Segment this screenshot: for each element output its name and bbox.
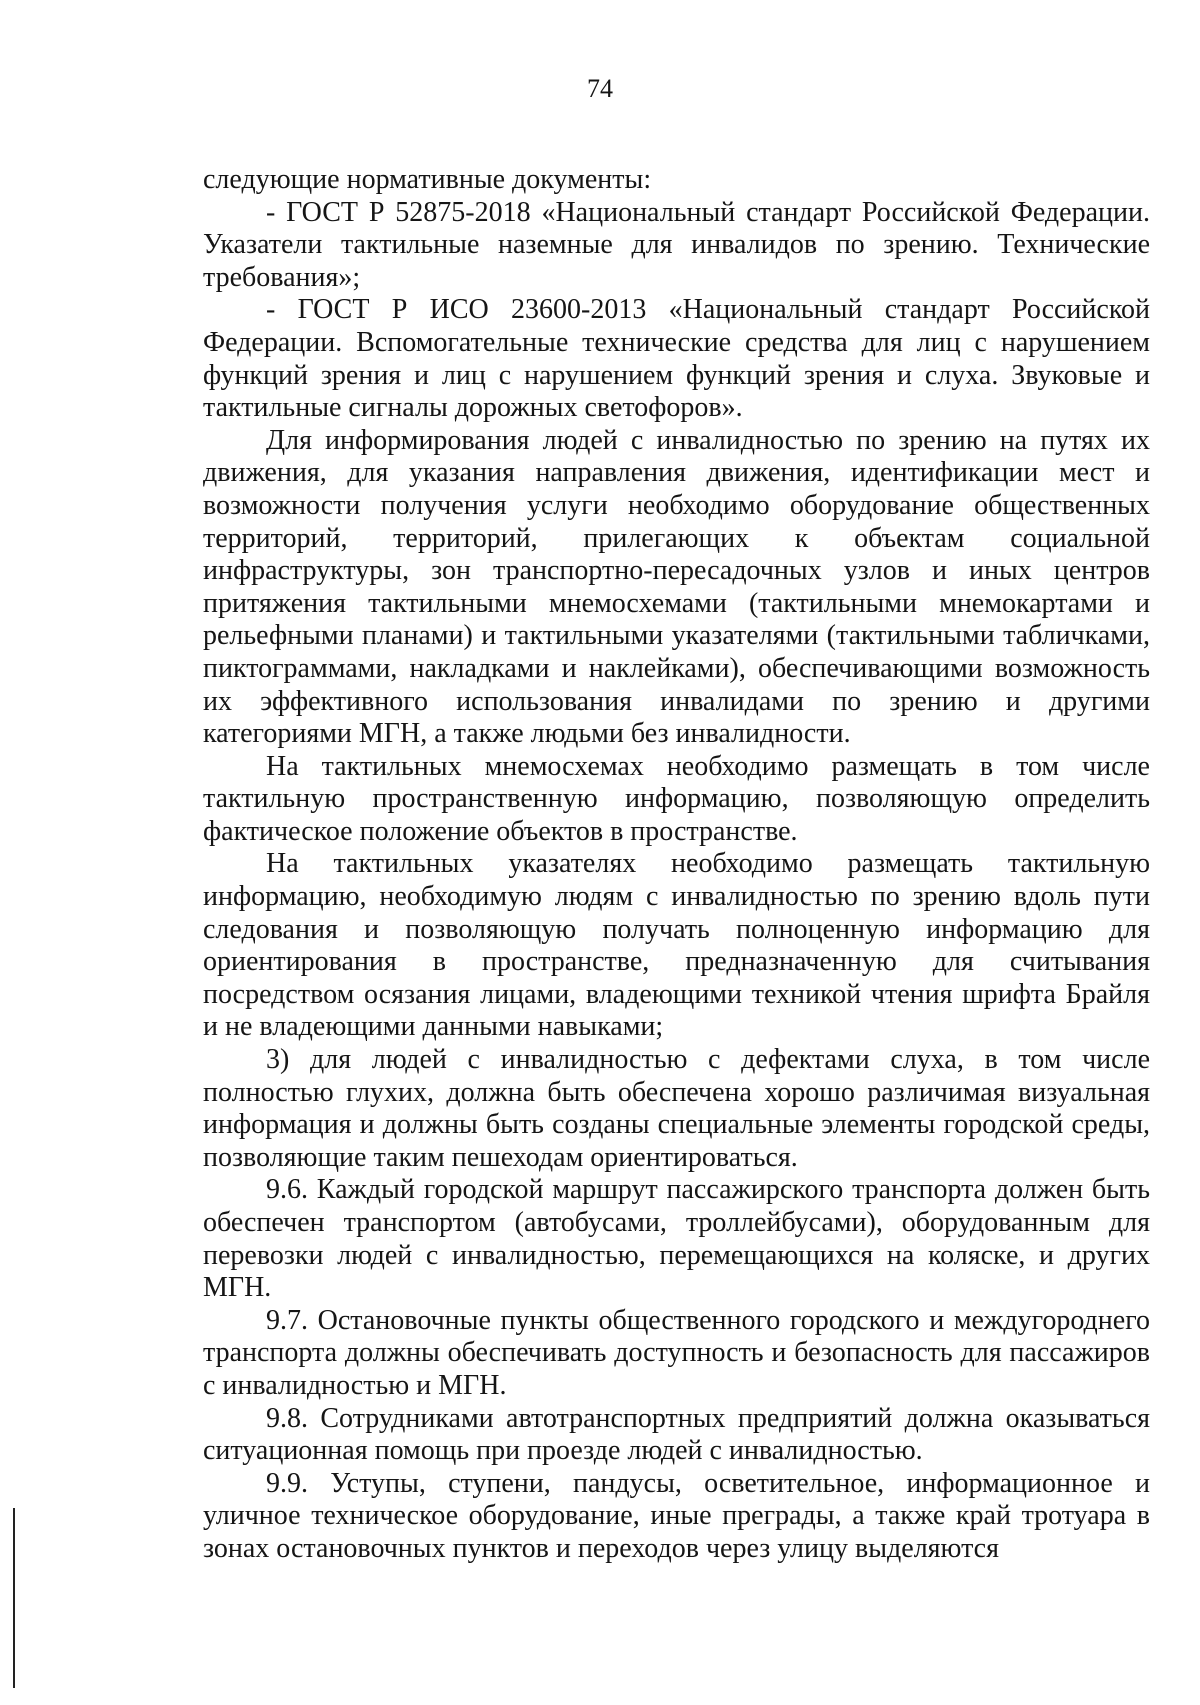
paragraph: Для информирования людей с инвалидностью по зрению на путях их движения, для указания направления движения, идентификации мест и возможности получения услуги необходимо оборудование общественных территорий, территорий, прилегающих к объектам социальной инфраструктуры, зон транспортно-пересадочных узлов и иных центров притяжения тактильными мнемосхемами (тактильными мнемокартами и рельефными планами) и тактильными указателями (тактильными табличками, пиктограммами, накладками и наклейками), обеспечивающими возможность их эффективного использования инвалидами по зрению и другими категориями МГН, а также людьми без инвалидности. (203, 424, 1150, 750)
paragraph: - ГОСТ Р ИСО 23600-2013 «Национальный стандарт Российской Федерации. Вспомогательные технические средства для лиц с нарушением функций зрения и лиц с нарушением функций зрения и слуха. Звуковые и тактильные сигналы дорожных светофоров». (203, 294, 1150, 424)
page-number: 74 (587, 74, 613, 103)
paragraph: 9.7. Остановочные пункты общественного городского и междугороднего транспорта должны обеспечивать доступность и безопасность для пассажиров с инвалидностью и МГН. (203, 1304, 1150, 1401)
paragraph: На тактильных указателях необходимо размещать тактильную информацию, необходимую людям с инвалидностью по зрению вдоль пути следования и позволяющую получать полноценную информацию для ориентирования в пространстве, предназначенную для считывания посредством осязания лицами, владеющими техникой чтения шрифта Брайля и не владеющими данными навыками; (203, 848, 1150, 1043)
paragraph: 9.9. Уступы, ступени, пандусы, осветительное, информационное и уличное техническое оборудование, иные преграды, а также край тротуара в зонах остановочных пунктов и переходов через улицу выделяются (203, 1467, 1150, 1564)
paragraph: 9.8. Сотрудниками автотранспортных предприятий должна оказываться ситуационная помощь при проезде людей с инвалидностью. (203, 1402, 1150, 1467)
document-body (203, 164, 1150, 1566)
paragraph: следующие нормативные документы: (203, 164, 652, 195)
paragraph: 3) для людей с инвалидностью с дефектами слуха, в том числе полностью глухих, должна быть обеспечена хорошо различимая визуальная информация и должны быть созданы специальные элементы городской среды, позволяющие таким пешеходам ориентироваться. (203, 1044, 1150, 1173)
paragraph: На тактильных мнемосхемах необходимо размещать в том числе тактильную пространственную информацию, позволяющую определить фактическое положение объектов в пространстве. (203, 750, 1150, 847)
paragraph: 9.6. Каждый городской маршрут пассажирского транспорта должен быть обеспечен транспортом (автобусами, троллейбусами), оборудованным для перевозки людей с инвалидностью, перемещающихся на коляске, и других МГН. (203, 1174, 1150, 1304)
scan-edge-line (13, 1508, 15, 1688)
paragraph: - ГОСТ Р 52875-2018 «Национальный стандарт Российской Федерации. Указатели тактильные наземные для инвалидов по зрению. Технические требования»; (203, 196, 1150, 293)
